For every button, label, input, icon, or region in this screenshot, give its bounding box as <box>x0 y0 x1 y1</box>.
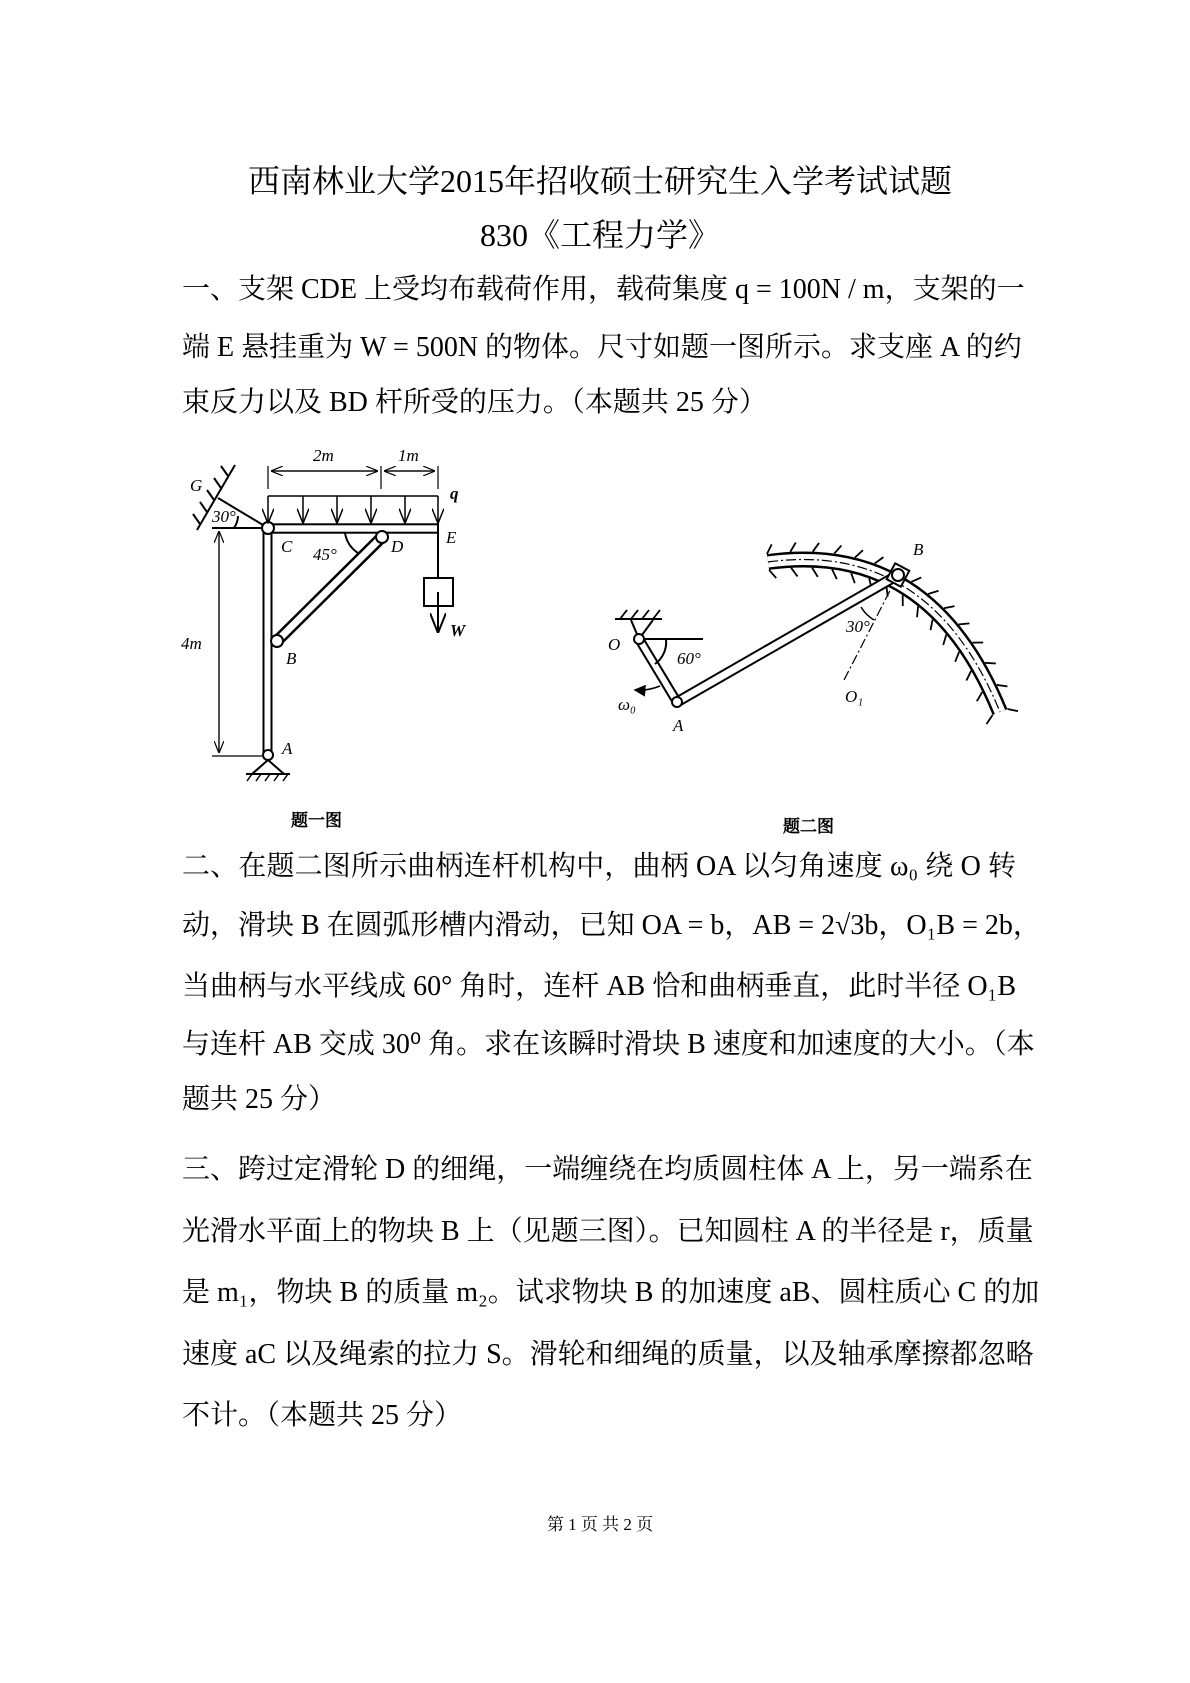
hatch-mark <box>977 692 982 701</box>
hatch-mark <box>769 570 776 578</box>
pin-d <box>376 531 388 543</box>
hatch-mark <box>812 568 818 577</box>
figure-2 <box>615 543 1018 724</box>
hatch-mark <box>930 620 932 631</box>
support-a <box>252 760 284 774</box>
label-angle-45: 45° <box>313 545 337 564</box>
question-1-line: 端 E 悬挂重为 W = 500N 的物体。尺寸如题一图所示。求支座 A 的约 <box>182 332 1022 363</box>
page-subtitle: 830《工程力学》 <box>479 217 720 253</box>
hatch-mark <box>791 568 797 577</box>
pin-c <box>262 522 274 534</box>
hatch-mark <box>767 544 772 554</box>
label-angle-30b: 30° <box>846 617 870 636</box>
label-e: E <box>446 528 457 547</box>
label-1m: 1m <box>398 446 419 465</box>
page-title: 西南林业大学2015年招收硕士研究生入学考试试题 <box>247 163 952 199</box>
label-a2: A <box>673 716 684 735</box>
label-a: A <box>282 739 293 758</box>
question-3-line: 速度 aC 以及绳索的拉力 S。滑轮和细绳的质量，以及轴承摩擦都忽略 <box>182 1339 1034 1370</box>
hatch-mark <box>997 685 1008 686</box>
dimension-lines <box>212 466 438 756</box>
hatch-mark <box>928 591 938 594</box>
hatch-mark <box>911 577 921 581</box>
omega-arrow <box>635 686 660 690</box>
figure-1-caption: 题一图 <box>291 811 342 830</box>
hatch-mark <box>987 715 993 724</box>
hatch-mark <box>943 635 946 645</box>
hatch-mark <box>917 606 918 617</box>
hatch-mark <box>955 652 959 662</box>
hatch-mark <box>834 545 841 553</box>
question-2-line: 与连杆 AB 交成 30⁰ 角。求在该瞬时滑块 B 速度和加速度的大小。（本 <box>182 1029 1035 1060</box>
hatch-mark <box>855 550 863 557</box>
beam-ce <box>268 524 438 532</box>
label-4m: 4m <box>181 634 202 653</box>
hatch-mark <box>832 569 837 579</box>
label-omega: ω₀ <box>618 695 636 714</box>
question-3-line: 三、跨过定滑轮 D 的细绳，一端缠绕在均质圆柱体 A 上，另一端系在 <box>182 1154 1033 1185</box>
label-b2: B <box>913 540 924 559</box>
label-2m: 2m <box>313 446 334 465</box>
label-angle-60: 60° <box>677 649 701 668</box>
hatch-mark <box>966 671 971 681</box>
label-q: q <box>450 484 459 503</box>
pin-a <box>263 750 273 760</box>
hatch-mark <box>985 663 996 664</box>
question-2-line: 当曲柄与水平线成 60° 角时，连杆 AB 恰和曲柄垂直，此时半径 O₁B <box>182 971 1016 1002</box>
label-o1: O₁ <box>845 687 864 706</box>
label-angle-30: 30° <box>212 507 236 526</box>
hatch-mark <box>790 543 796 552</box>
question-1-line: 一、支架 CDE 上受均布载荷作用，载荷集度 q = 100N / m，支架的一 <box>182 274 1025 305</box>
question-1-line: 束反力以及 BD 杆所受的压力。（本题共 25 分） <box>182 387 767 418</box>
pin-b2 <box>892 569 904 581</box>
label-b: B <box>286 649 297 668</box>
pin-b <box>271 635 283 647</box>
page-footer: 第 1 页 共 2 页 <box>546 1515 654 1534</box>
hatch-mark <box>875 557 884 563</box>
hatch-mark <box>959 623 970 624</box>
question-3-line: 不计。（本题共 25 分） <box>182 1400 463 1431</box>
question-3-line: 光滑水平面上的物块 B 上（见题三图）。已知圆柱 A 的半径是 r，质量 <box>182 1216 1034 1247</box>
label-o: O <box>608 635 621 654</box>
label-d: D <box>391 537 404 556</box>
label-w: W <box>450 621 466 640</box>
figure-2-caption: 题二图 <box>783 817 834 836</box>
pin-o <box>634 634 644 644</box>
question-2-line: 题共 25 分） <box>182 1084 337 1115</box>
hatch-mark <box>813 543 819 552</box>
pin-a2 <box>672 697 682 707</box>
hatch-mark <box>1007 709 1018 711</box>
hatch-mark <box>944 606 955 608</box>
label-c: C <box>281 537 293 556</box>
distributed-load <box>268 496 438 522</box>
question-3-line: 是 m₁，物块 B 的质量 m₂。试求物块 B 的加速度 aB、圆柱质心 C 的加 <box>182 1277 1040 1308</box>
label-g: G <box>190 476 203 495</box>
hatch-mark <box>851 573 855 583</box>
question-2-line: 二、在题二图所示曲柄连杆机构中，曲柄 OA 以匀角速度 ω₀ 绕 O 转 <box>182 851 1016 882</box>
question-2-line: 动，滑块 B 在圆弧形槽内滑动，已知 OA = b，AB = 2√3b，O₁B = 2b， <box>182 910 1041 941</box>
